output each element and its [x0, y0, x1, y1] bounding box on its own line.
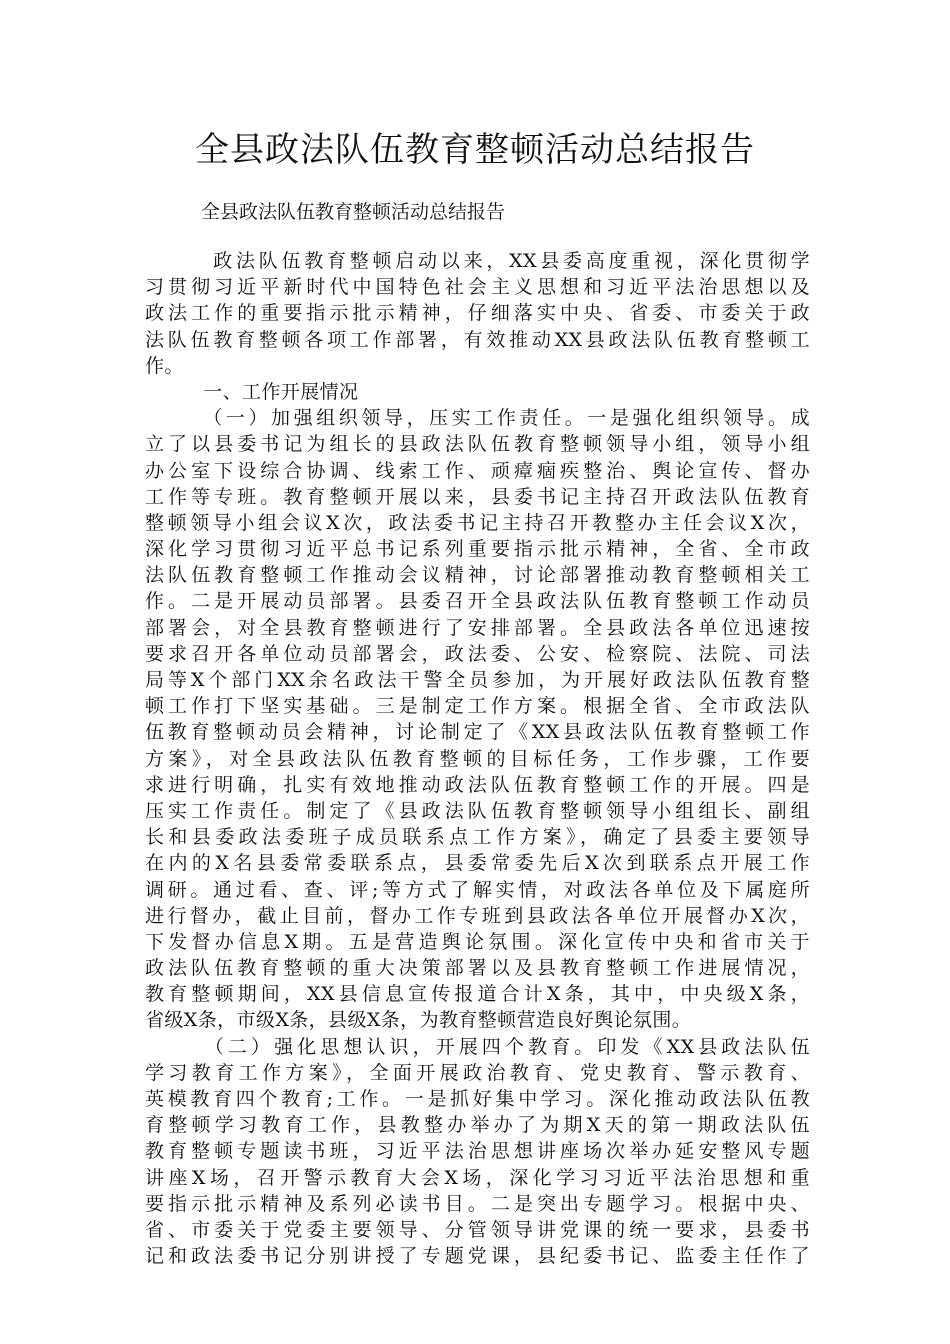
body-line: 方案》，对全县政法队伍教育整顿的目标任务，工作步骤，工作要	[145, 747, 810, 770]
body-line: 作。二是开展动员部署。县委召开全县政法队伍教育整顿工作动员	[145, 590, 810, 613]
body-line: 一、工作开展情况	[145, 380, 359, 403]
body-line: （一）加强组织领导，压实工作责任。一是强化组织领导。成	[145, 407, 810, 430]
body-line: 工作等专班。教育整顿开展以来，县委书记主持召开政法队伍教育	[145, 485, 810, 508]
body-line: 在内的X名县委常委联系点，县委常委先后X次到联系点开展工作	[145, 852, 810, 875]
body-line: 深化学习贯彻习近平总书记系列重要指示批示精神，全省、全市政	[145, 538, 810, 561]
body-line: 法队伍教育整顿工作推动会议精神，讨论部署推动教育整顿相关工	[145, 564, 810, 587]
body-line: 进行督办，截止目前，督办工作专班到县政法各单位开展督办X次，	[145, 904, 810, 927]
document-subtitle: 全县政法队伍教育整顿活动总结报告	[201, 201, 506, 223]
body-line: 讲座X场，召开警示教育大会X场，深化学习习近平法治思想和重	[145, 1166, 810, 1189]
body-line: 作。	[145, 354, 184, 377]
body-line: 教育整顿期间，XX县信息宣传报道合计X条，其中，中央级X条，	[145, 983, 810, 1006]
body-line: 整顿领导小组会议X次，政法委书记主持召开教整办主任会议X次，	[145, 511, 810, 534]
body-line: 部署会，对全县教育整顿进行了安排部署。全县政法各单位迅速按	[145, 616, 810, 639]
body-line: 伍教育整顿动员会精神，讨论制定了《XX县政法队伍教育整顿工作	[145, 721, 810, 744]
body-line: 法队伍教育整顿各项工作部署，有效推动XX县政法队伍教育整顿工	[145, 328, 810, 351]
body-line: 政法工作的重要指示批示精神，仔细落实中央、省委、市委关于政	[145, 302, 810, 325]
body-line: 记和政法委书记分别讲授了专题党课，县纪委书记、监委主任作了	[145, 1245, 810, 1268]
body-line: 学习教育工作方案》，全面开展政治教育、党史教育、警示教育、	[145, 1061, 810, 1084]
body-line: 要求召开各单位动员部署会，政法委、公安、检察院、法院、司法	[145, 642, 810, 665]
body-line: 省级X条，市级X条，县级X条，为教育整顿营造良好舆论氛围。	[145, 1009, 692, 1032]
body-line: 办公室下设综合协调、线索工作、顽瘴痼疾整治、舆论宣传、督办	[145, 459, 810, 482]
body-line: 调研。通过看、查、评;等方式了解实情，对政法各单位及下属庭所	[145, 878, 810, 901]
body-line: 立了以县委书记为组长的县政法队伍教育整顿领导小组，领导小组	[145, 433, 810, 456]
body-line: 省、市委关于党委主要领导、分管领导讲党课的统一要求，县委书	[145, 1218, 810, 1241]
body-line: 教育整顿专题读书班，习近平法治思想讲座场次举办延安整风专题	[145, 1140, 810, 1163]
body-line: 长和县委政法委班子成员联系点工作方案》，确定了县委主要领导	[145, 826, 810, 849]
body-line: 局等X个部门XX余名政法干警全员参加，为开展好政法队伍教育整	[145, 669, 810, 691]
body-line: 政法队伍教育整顿的重大决策部署以及县教育整顿工作进展情况，	[145, 957, 810, 980]
body-line: 下发督办信息X期。五是营造舆论氛围。深化宣传中央和省市关于	[145, 930, 810, 953]
body-line: 英模教育四个教育;工作。一是抓好集中学习。深化推动政法队伍教	[145, 1088, 810, 1110]
body-line: 顿工作打下坚实基础。三是制定工作方案。根据全省、全市政法队	[145, 695, 810, 718]
body-line: 压实工作责任。制定了《县政法队伍教育整顿领导小组组长、副组	[145, 799, 810, 822]
body-line: 育整顿学习教育工作，县教整办举办了为期X天的第一期政法队伍	[145, 1114, 810, 1137]
document-body	[145, 248, 810, 1269]
body-line: 要指示批示精神及系列必读书目。二是突出专题学习。根据中央、	[145, 1192, 810, 1215]
body-line: 政法队伍教育整顿启动以来，XX县委高度重视，深化贯彻学	[145, 250, 810, 272]
body-line: 求进行明确，扎实有效地推动政法队伍教育整顿工作的开展。四是	[145, 773, 810, 796]
body-line: （二）强化思想认识，开展四个教育。印发《XX县政法队伍	[145, 1035, 810, 1058]
body-line: 习贯彻习近平新时代中国特色社会主义思想和习近平法治思想以及	[145, 276, 810, 299]
document-title: 全县政法队伍教育整顿活动总结报告	[195, 130, 755, 170]
